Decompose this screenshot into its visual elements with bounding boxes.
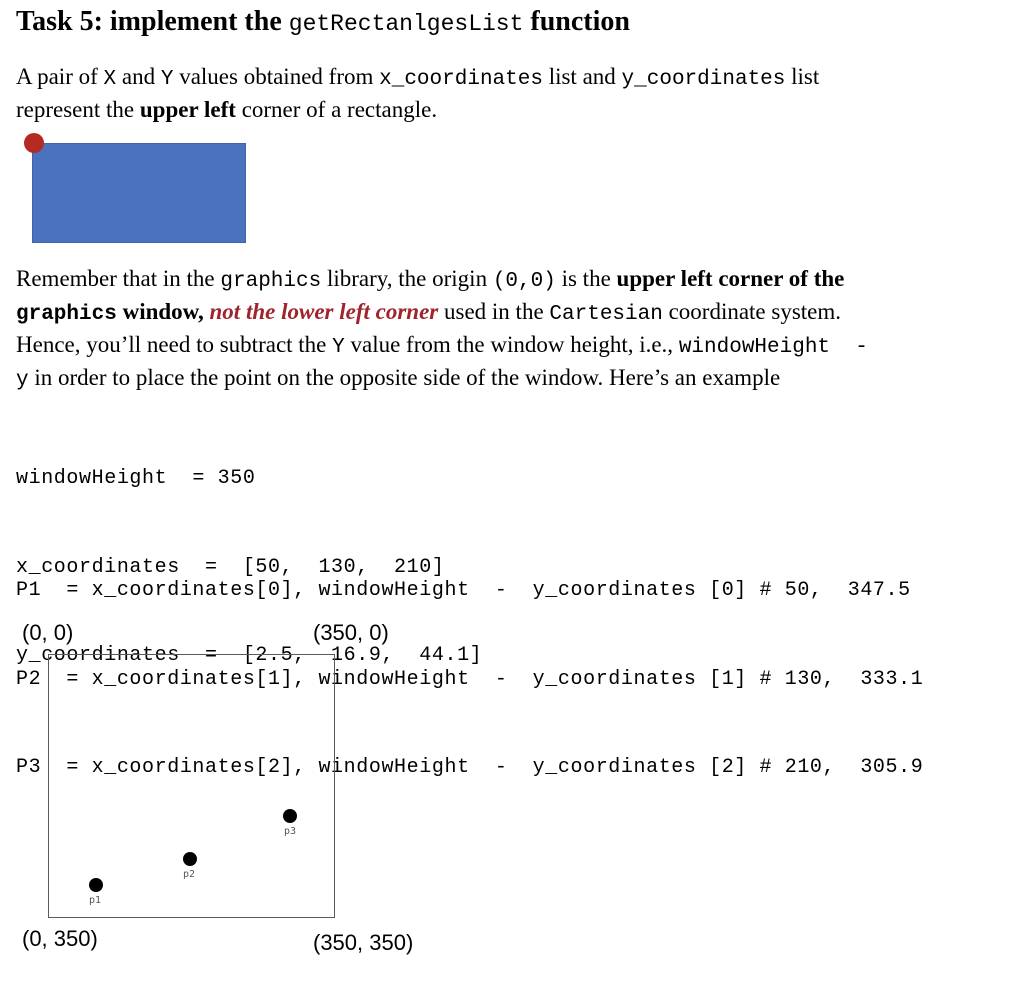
text: A pair of	[16, 64, 104, 89]
text: Hence, you’ll need to subtract the	[16, 332, 333, 357]
code-line: P1 = x_coordinates[0], windowHeight - y_coordinates [0] # 50, 347.5	[16, 579, 911, 602]
text: corner of a rectangle.	[235, 97, 438, 122]
intro-line-1	[16, 62, 819, 95]
remember-line-2	[16, 297, 868, 330]
point-p2-label: p2	[183, 869, 196, 880]
intro-paragraph	[16, 62, 819, 125]
code-x-coordinates: x_coordinates	[379, 68, 543, 91]
text: is the	[555, 266, 617, 291]
bold-text: window,	[116, 299, 204, 324]
text: in order to place the point on the opposite side of the window. Here’s an example	[28, 365, 781, 390]
text: represent the	[16, 97, 140, 122]
upper-left-corner-dot	[24, 133, 44, 153]
code-origin: (0,0)	[492, 270, 556, 293]
code-y: y	[16, 369, 29, 392]
code-window-height: windowHeight -	[678, 336, 868, 359]
label-top-left: (0, 0)	[22, 620, 74, 645]
text: used in the	[438, 299, 550, 324]
remember-line-4	[16, 363, 868, 396]
code-y-coordinates: y_coordinates	[621, 68, 786, 91]
code-y: Y	[332, 336, 345, 359]
code-x: X	[103, 68, 117, 91]
emphasis-text: not the lower left corner	[203, 299, 439, 324]
text: Remember that in the	[16, 266, 221, 291]
code-line: P2 = x_coordinates[1], windowHeight - y_coordinates [1] # 130, 333.1	[16, 667, 924, 691]
code-line: x_coordinates = [50, 130, 210]	[16, 555, 445, 579]
remember-line-3	[16, 330, 868, 363]
bold-text: upper left corner of the	[616, 266, 845, 291]
text: list	[785, 64, 820, 89]
point-p1-label: p1	[89, 895, 102, 906]
label-bottom-left: (0, 350)	[22, 926, 98, 951]
example-rectangle	[32, 143, 246, 243]
text: list and	[542, 64, 622, 89]
intro-line-2	[16, 95, 819, 125]
text: values obtained from	[173, 64, 380, 89]
point-p3-label: p3	[284, 826, 297, 837]
point-p2-dot	[183, 852, 197, 866]
label-bottom-right: (350, 350)	[313, 930, 414, 955]
text: coordinate system.	[662, 299, 842, 324]
code-line: P3 = x_coordinates[2], windowHeight - y_coordinates [2] # 210, 305.9	[16, 756, 924, 779]
code-y: Y	[160, 68, 174, 91]
title-prefix: Task 5: implement the	[16, 6, 289, 37]
bold-text: upper left	[139, 97, 236, 122]
point-p3-dot	[283, 809, 297, 823]
code-graphics: graphics	[220, 270, 322, 293]
point-p1-dot	[89, 878, 103, 892]
page-title	[16, 6, 630, 38]
code-cartesian: Cartesian	[549, 303, 663, 326]
title-function-name: getRectanlgesList	[288, 11, 524, 37]
code-line: windowHeight = 350	[16, 467, 256, 490]
label-top-right: (350, 0)	[313, 620, 389, 645]
text: value from the window height, i.e.,	[344, 332, 679, 357]
code-line: y_coordinates = [2.5, 16.9, 44.1]	[16, 644, 483, 667]
text: and	[116, 64, 161, 89]
remember-line-1	[16, 264, 868, 297]
text: library, the origin	[321, 266, 493, 291]
remember-paragraph	[16, 264, 868, 396]
title-suffix: function	[523, 6, 630, 37]
code-graphics-bold: graphics	[16, 303, 117, 326]
